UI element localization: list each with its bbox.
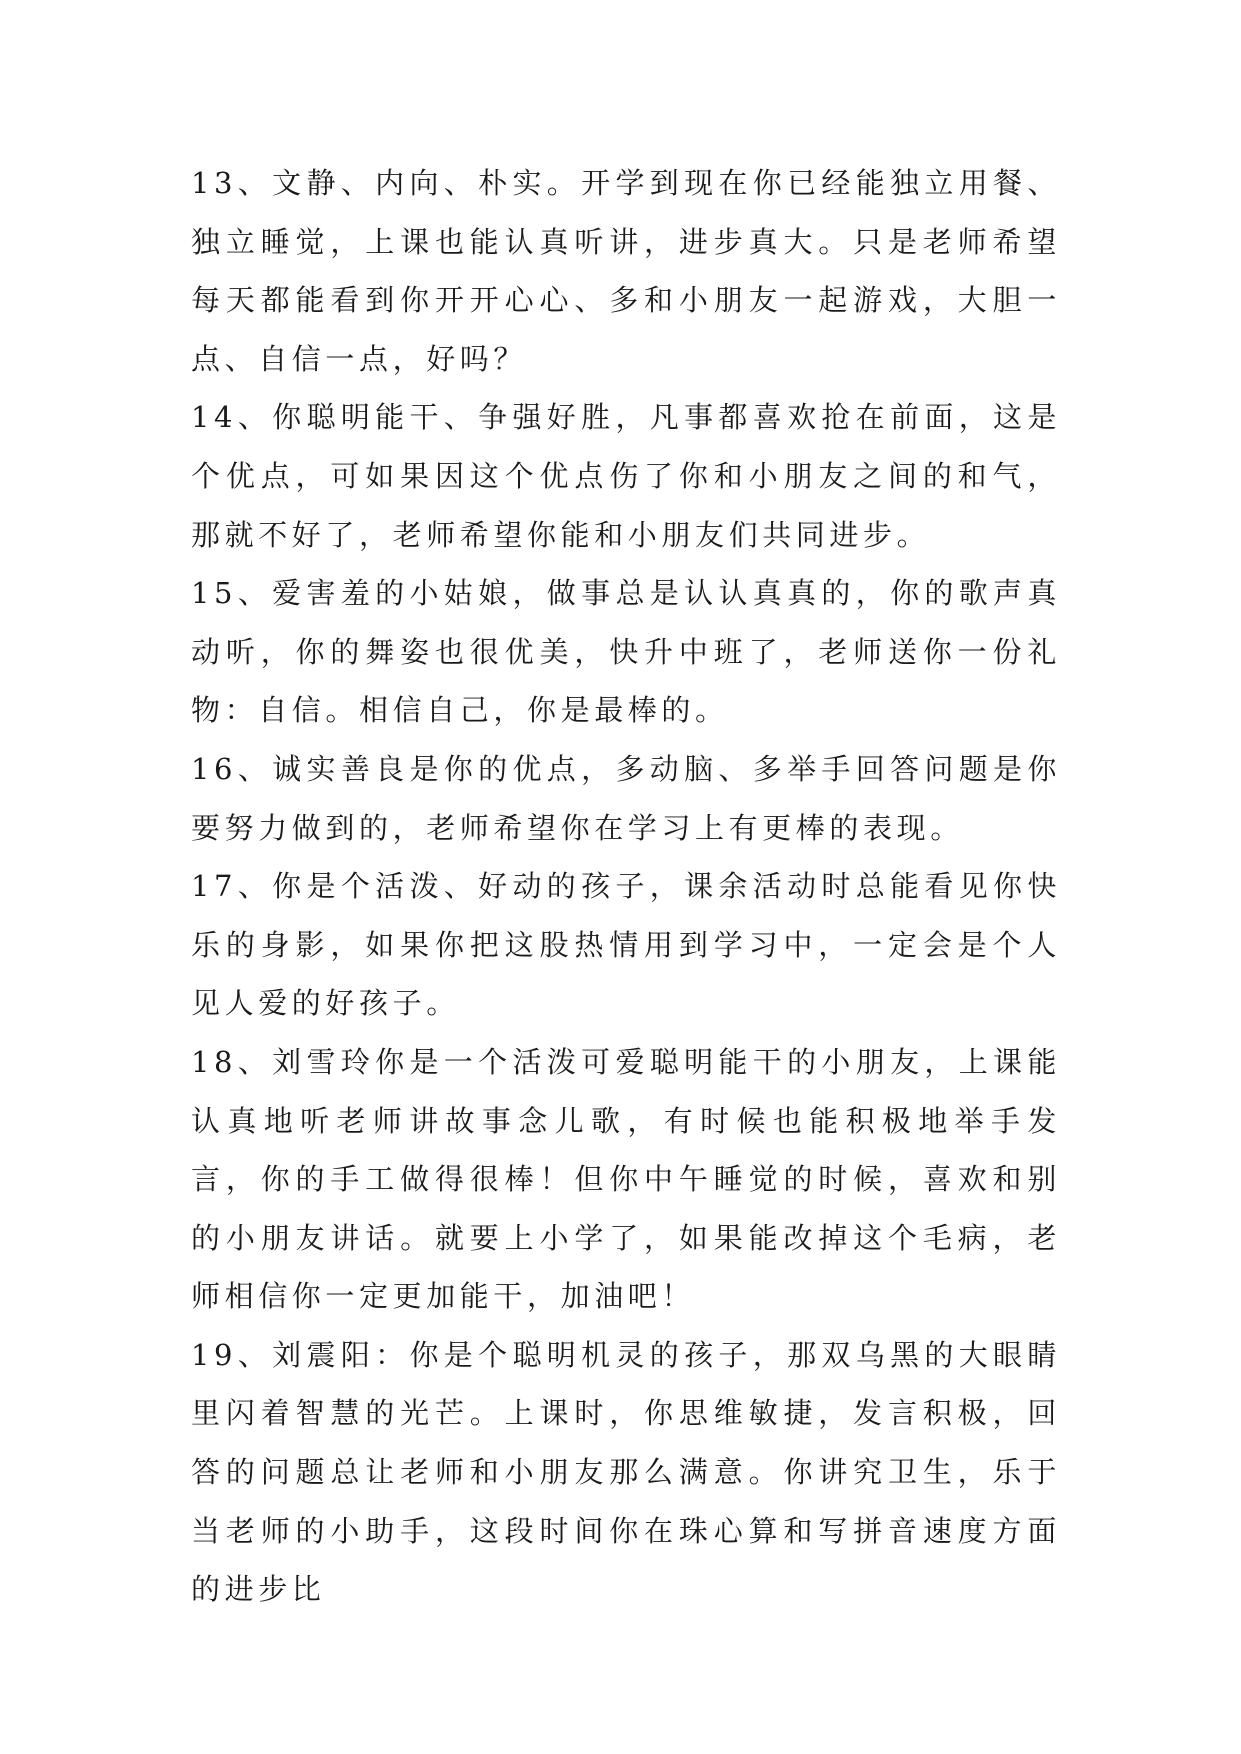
paragraph-14: 14、你聪明能干、争强好胜，凡事都喜欢抢在前面，这是个优点，可如果因这个优点伤了你和小朋友之间的和气，那就不好了，老师希望你能和小朋友们共同进步。 [191, 400, 1061, 552]
document-body [191, 154, 1061, 1619]
paragraph-16: 16、诚实善良是你的优点，多动脑、多举手回答问题是你要努力做到的，老师希望你在学习上有更棒的表现。 [191, 751, 1061, 845]
paragraph-17: 17、你是个活泼、好动的孩子，课余活动时总能看见你快乐的身影，如果你把这股热情用到学习中，一定会是个人见人爱的好孩子。 [191, 869, 1061, 1021]
paragraph-13: 13、文静、内向、朴实。开学到现在你已经能独立用餐、独立睡觉，上课也能认真听讲，进步真大。只是老师希望每天都能看到你开开心心、多和小朋友一起游戏，大胆一点、自信一点，好吗？ [191, 166, 1061, 376]
paragraph-19: 19、刘震阳：你是个聪明机灵的孩子，那双乌黑的大眼睛里闪着智慧的光芒。上课时，你思维敏捷，发言积极，回答的问题总让老师和小朋友那么满意。你讲究卫生，乐于当老师的小助手，这段时间你在珠心算和写拼音速度方面的进步比 [191, 1337, 1061, 1607]
paragraph-15: 15、爱害羞的小姑娘，做事总是认认真真的，你的歌声真动听，你的舞姿也很优美，快升中班了，老师送你一份礼物：自信。相信自己，你是最棒的。 [191, 576, 1061, 728]
paragraph-18: 18、刘雪玲你是一个活泼可爱聪明能干的小朋友，上课能认真地听老师讲故事念儿歌，有时候也能积极地举手发言，你的手工做得很棒！但你中午睡觉的时候，喜欢和别的小朋友讲话。就要上小学了，如果能改掉这个毛病，老师相信你一定更加能干，加油吧！ [191, 1044, 1061, 1314]
